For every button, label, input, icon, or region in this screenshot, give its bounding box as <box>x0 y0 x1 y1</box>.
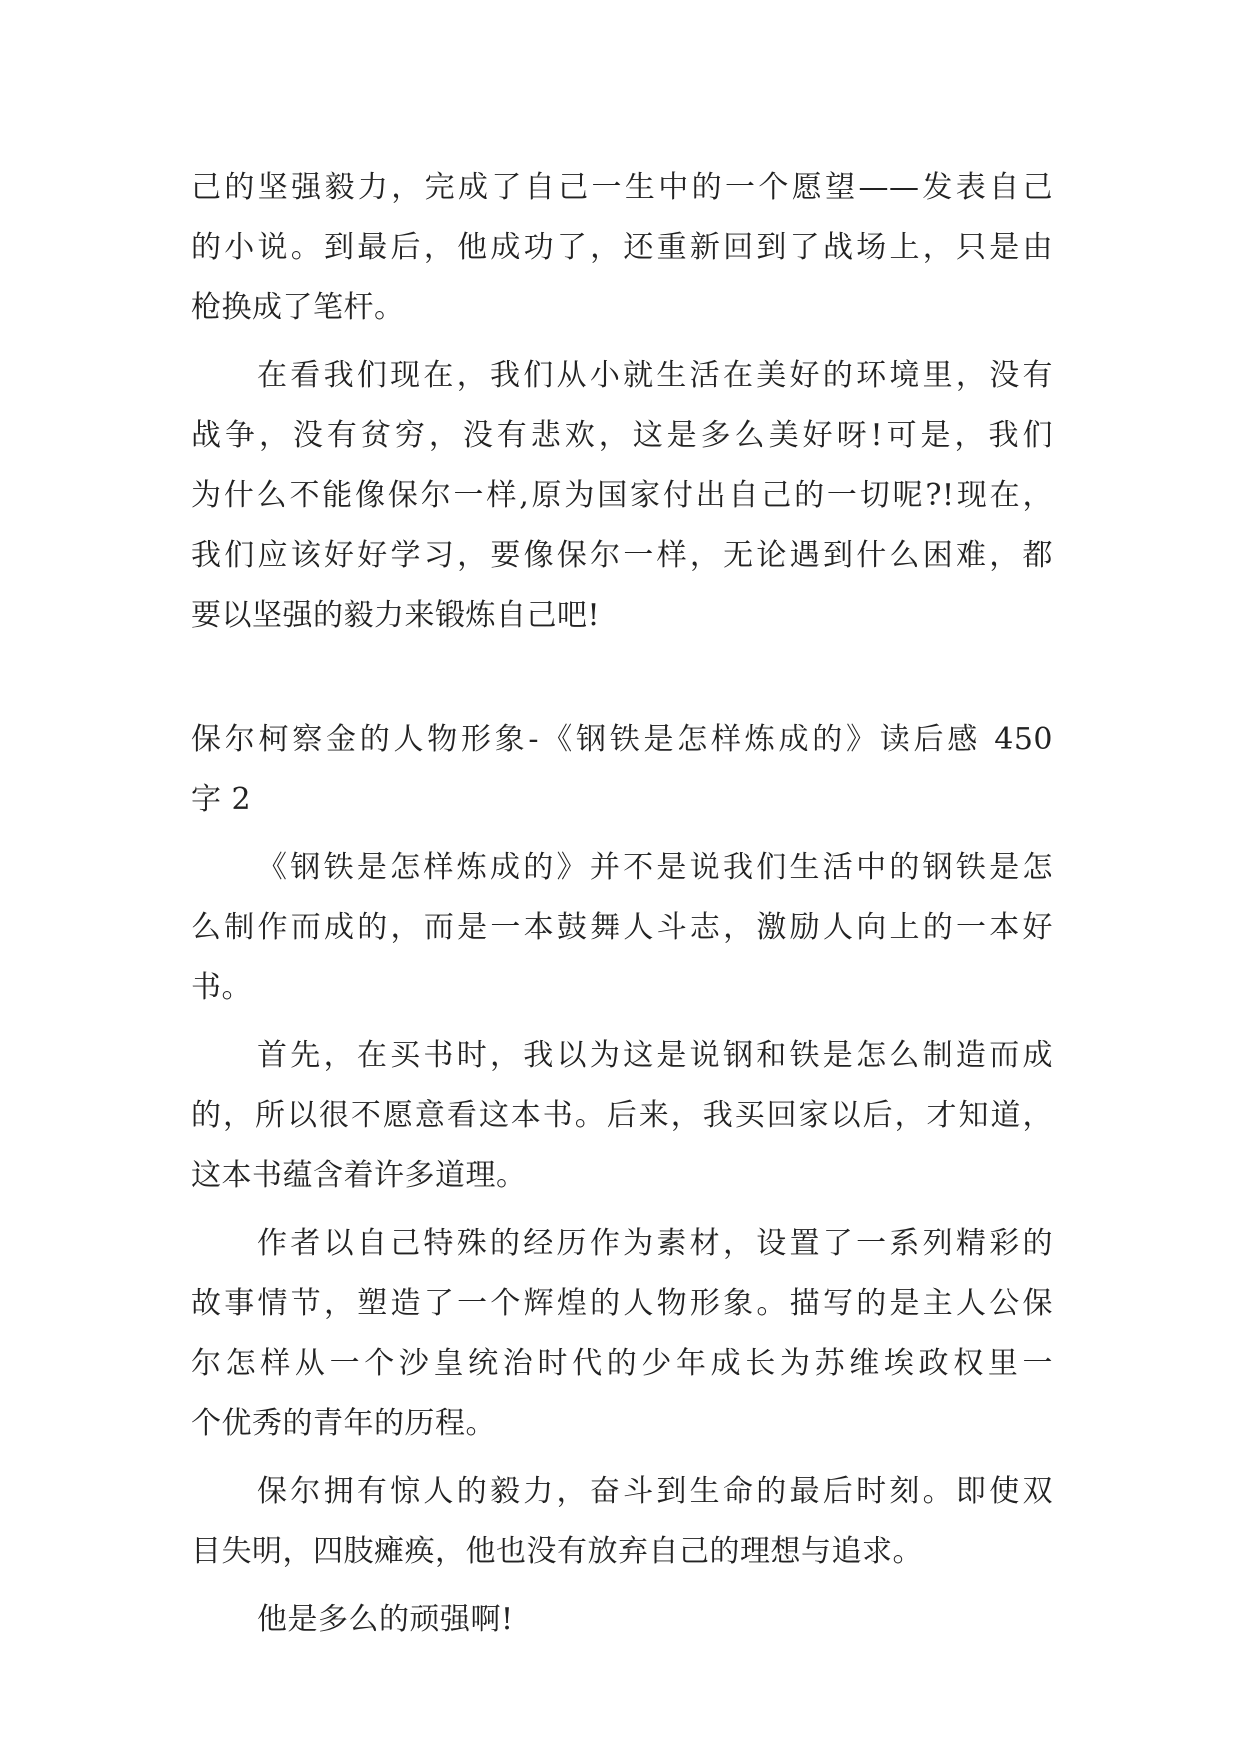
paragraph <box>191 1462 1053 1582</box>
paragraph <box>191 1590 1053 1650</box>
text-line: 己的坚强毅力，完成了自己一生中的一个愿望——发表自己 <box>191 170 1053 205</box>
text-line: 尔怎样从一个沙皇统治时代的少年成长为苏维埃政权里一 <box>191 1346 1053 1381</box>
text-line: 么制作而成的，而是一本鼓舞人斗志，激励人向上的一本好 <box>191 910 1053 945</box>
text-line: 枪换成了笔杆。 <box>191 290 405 325</box>
text-line: 《钢铁是怎样炼成的》并不是说我们生活中的钢铁是怎 <box>257 850 1053 885</box>
paragraph <box>191 158 1053 338</box>
text-line: 他是多么的顽强啊! <box>257 1602 514 1637</box>
paragraph <box>191 1026 1053 1206</box>
text-line: 目失明，四肢瘫痪，他也没有放弃自己的理想与追求。 <box>191 1534 923 1569</box>
document-page <box>191 158 1053 1650</box>
heading-line: 字 2 <box>191 782 252 817</box>
text-line: 这本书蕴含着许多道理。 <box>191 1158 527 1193</box>
text-line: 战争，没有贫穷，没有悲欢，这是多么美好呀!可是，我们 <box>191 418 1053 453</box>
paragraph <box>191 346 1053 646</box>
text-line: 在看我们现在，我们从小就生活在美好的环境里，没有 <box>257 358 1053 393</box>
text-line: 的小说。到最后，他成功了，还重新回到了战场上，只是由 <box>191 230 1053 265</box>
paragraph <box>191 838 1053 1018</box>
text-line: 的，所以很不愿意看这本书。后来，我买回家以后，才知道， <box>191 1098 1053 1133</box>
text-line: 要以坚强的毅力来锻炼自己吧! <box>191 598 601 633</box>
text-line: 故事情节，塑造了一个辉煌的人物形象。描写的是主人公保 <box>191 1286 1053 1321</box>
section-heading <box>191 710 1053 830</box>
heading-line: 保尔柯察金的人物形象-《钢铁是怎样炼成的》读后感 450 <box>191 722 1053 757</box>
text-line: 保尔拥有惊人的毅力，奋斗到生命的最后时刻。即使双 <box>257 1474 1053 1509</box>
text-line: 个优秀的青年的历程。 <box>191 1406 496 1441</box>
text-line: 为什么不能像保尔一样,原为国家付出自己的一切呢?!现在， <box>191 478 1053 513</box>
text-line: 书。 <box>191 970 252 1005</box>
text-line: 作者以自己特殊的经历作为素材，设置了一系列精彩的 <box>257 1226 1053 1261</box>
text-line: 我们应该好好学习，要像保尔一样，无论遇到什么困难，都 <box>191 538 1053 573</box>
paragraph <box>191 1214 1053 1454</box>
text-line: 首先，在买书时，我以为这是说钢和铁是怎么制造而成 <box>257 1038 1053 1073</box>
